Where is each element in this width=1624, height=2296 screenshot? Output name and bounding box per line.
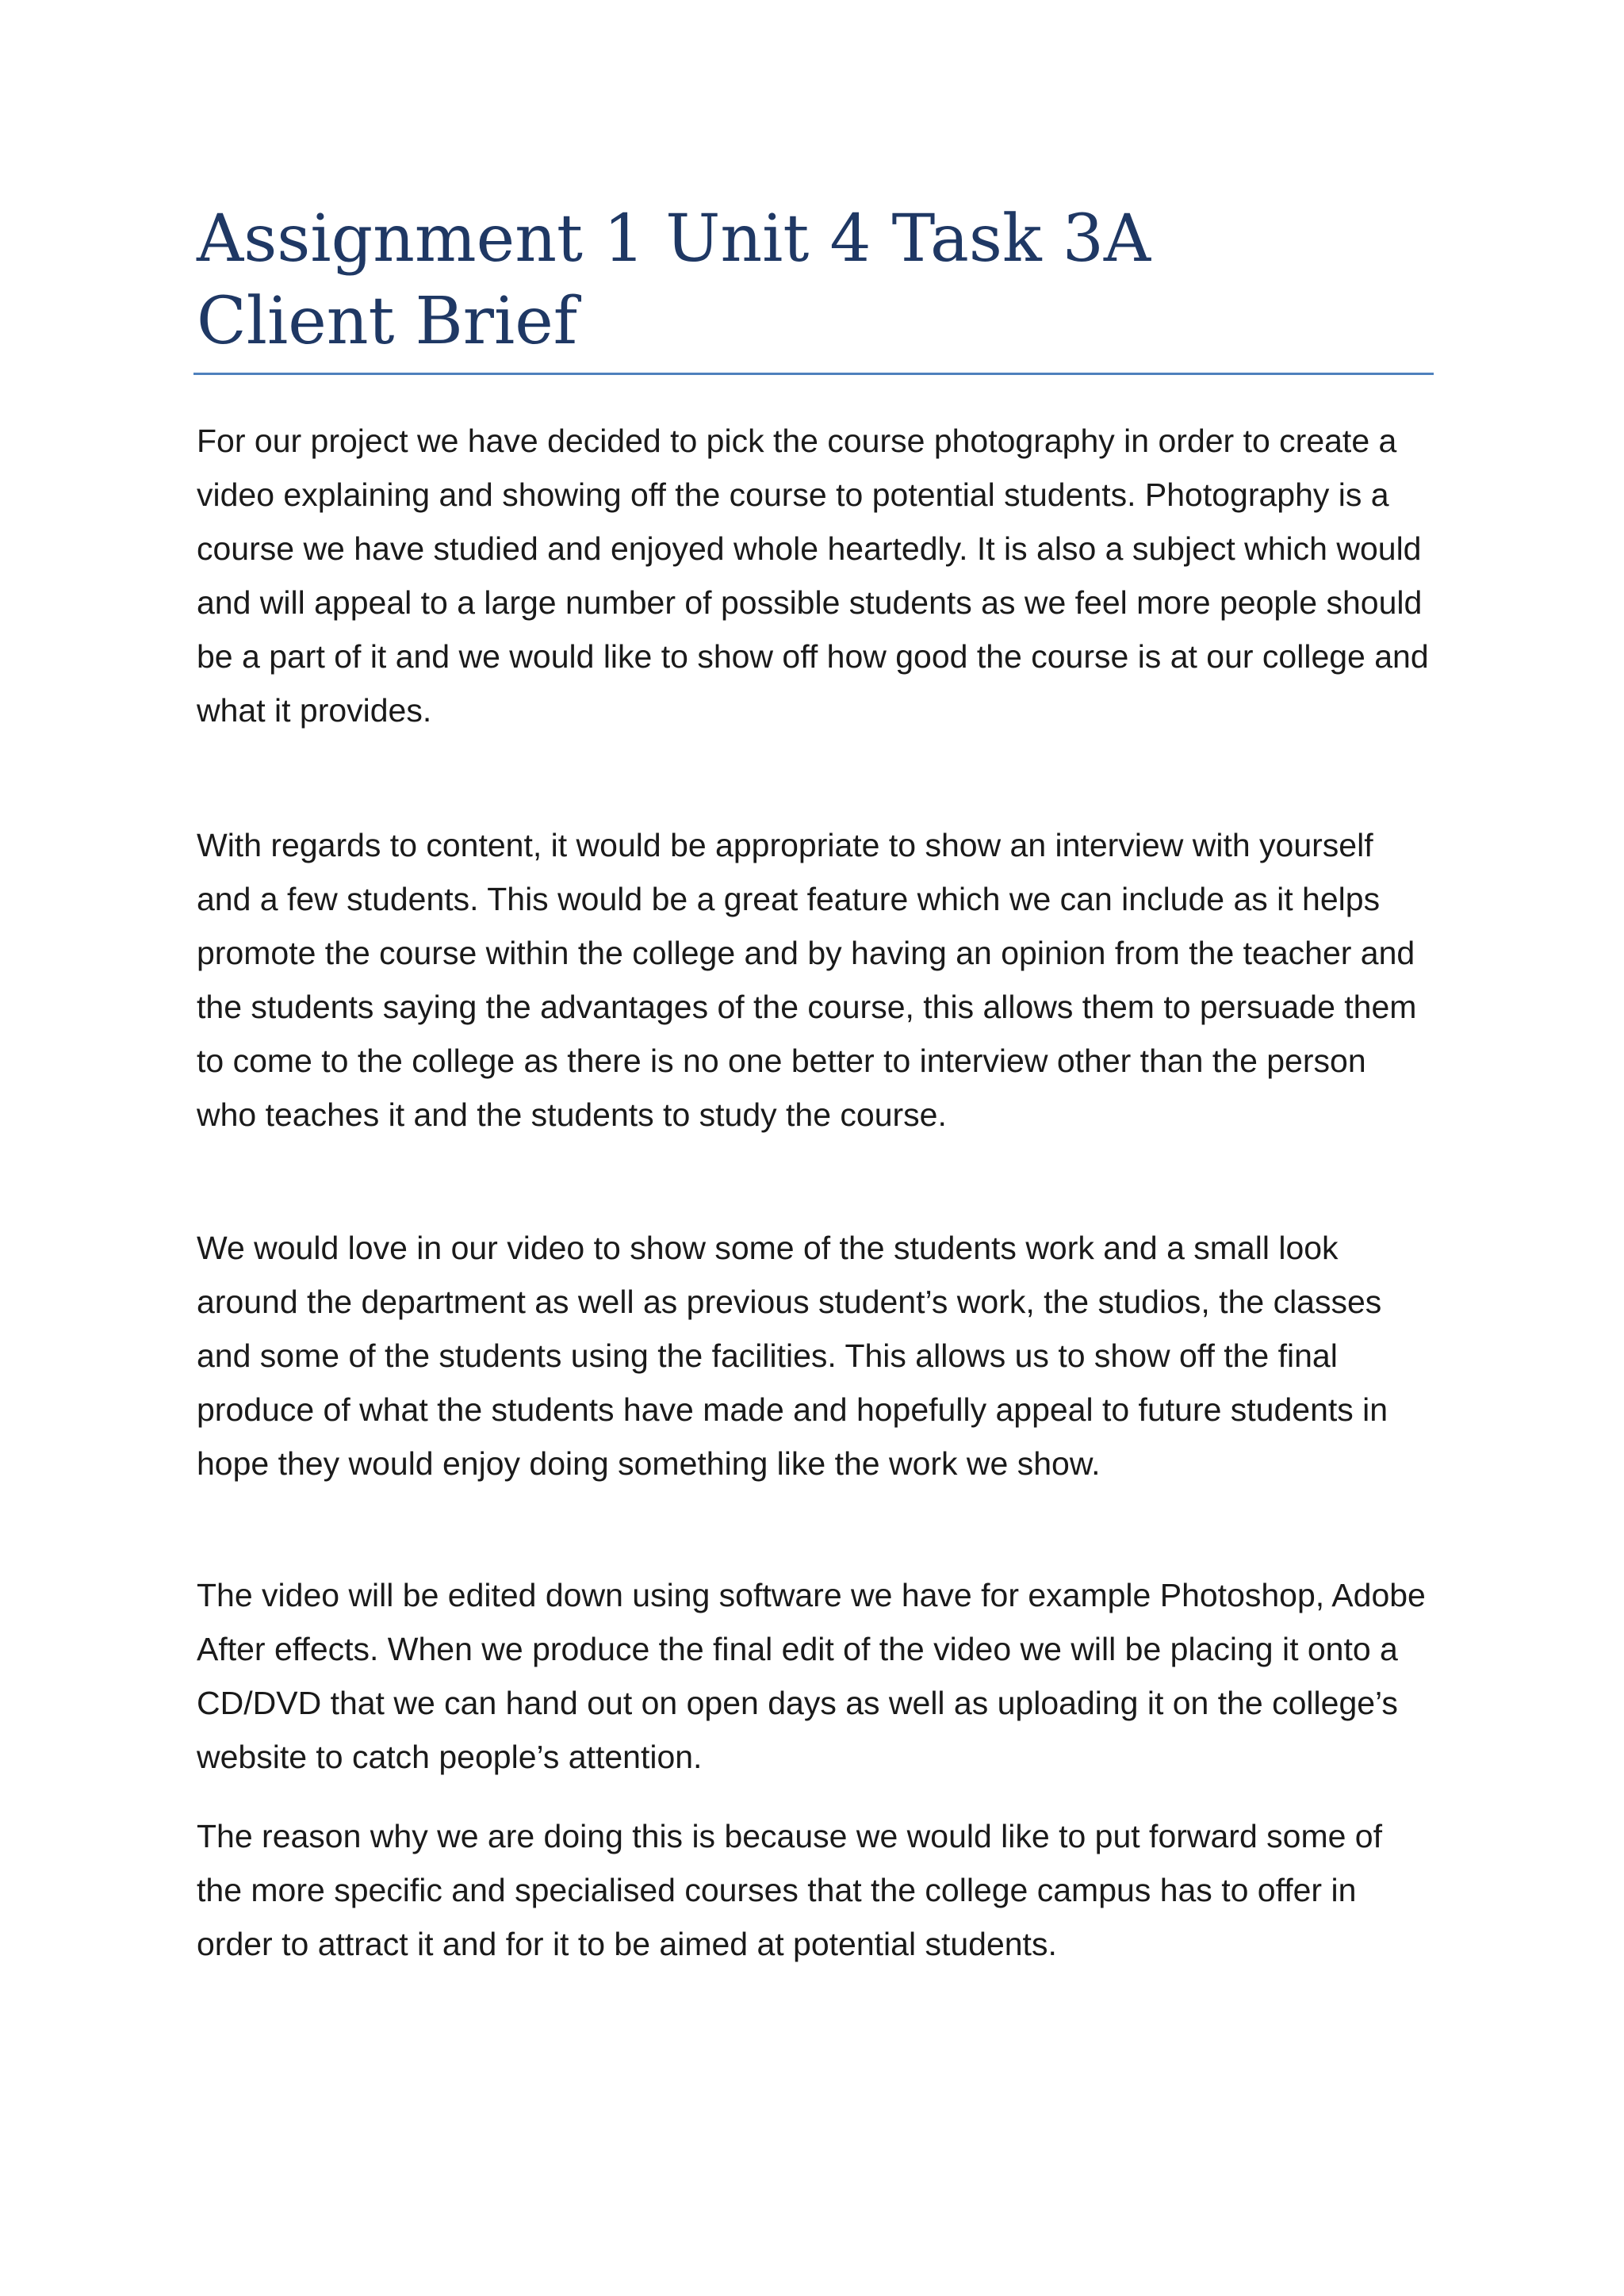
paragraph-reason: The reason why we are doing this is because we would like to put forward some of the more specific and specialised courses that the college campus has to offer in order to attract it and for it to be aimed at potential students. <box>197 1818 1382 1962</box>
paragraph-student-work: We would love in our video to show some of the students work and a small look around the department as well as previous student’s work, the studios, the classes and some of the students using the facilities. This allows us to show off the final produce of what the students have made and hopefully appeal to future students in hope they would enjoy doing something like the work we show. <box>197 1230 1388 1482</box>
title-line-1: Assignment 1 Unit 4 Task 3A <box>197 201 1151 277</box>
title-line-2: Client Brief <box>197 284 578 359</box>
paragraph-intro: For our project we have decided to pick the course photography in order to create a video explaining and showing off the course to potential students. Photography is a course we have studied and enjoyed whole heartedly. It is also a subject which would and will appeal to a large number of possible students as we feel more people should be a part of it and we would like to show off how good the course is at our college and what it provides. <box>197 423 1429 729</box>
title-divider <box>193 373 1434 375</box>
page-title <box>197 198 1434 363</box>
paragraph-content: With regards to content, it would be appropriate to show an interview with yourself and a few students. This would be a great feature which we can include as it helps promote the course within the college and by having an opinion from the teacher and the students saying the advantages of the course, this allows them to persuade them to come to the college as there is no one better to interview other than the person who teaches it and the students to study the course. <box>197 827 1417 1133</box>
paragraph-editing: The video will be edited down using software we have for example Photoshop, Adobe After effects. When we produce the final edit of the video we will be placing it onto a CD/DVD that we can hand out on open days as well as uploading it on the college’s website to catch people’s attention. <box>197 1577 1426 1775</box>
